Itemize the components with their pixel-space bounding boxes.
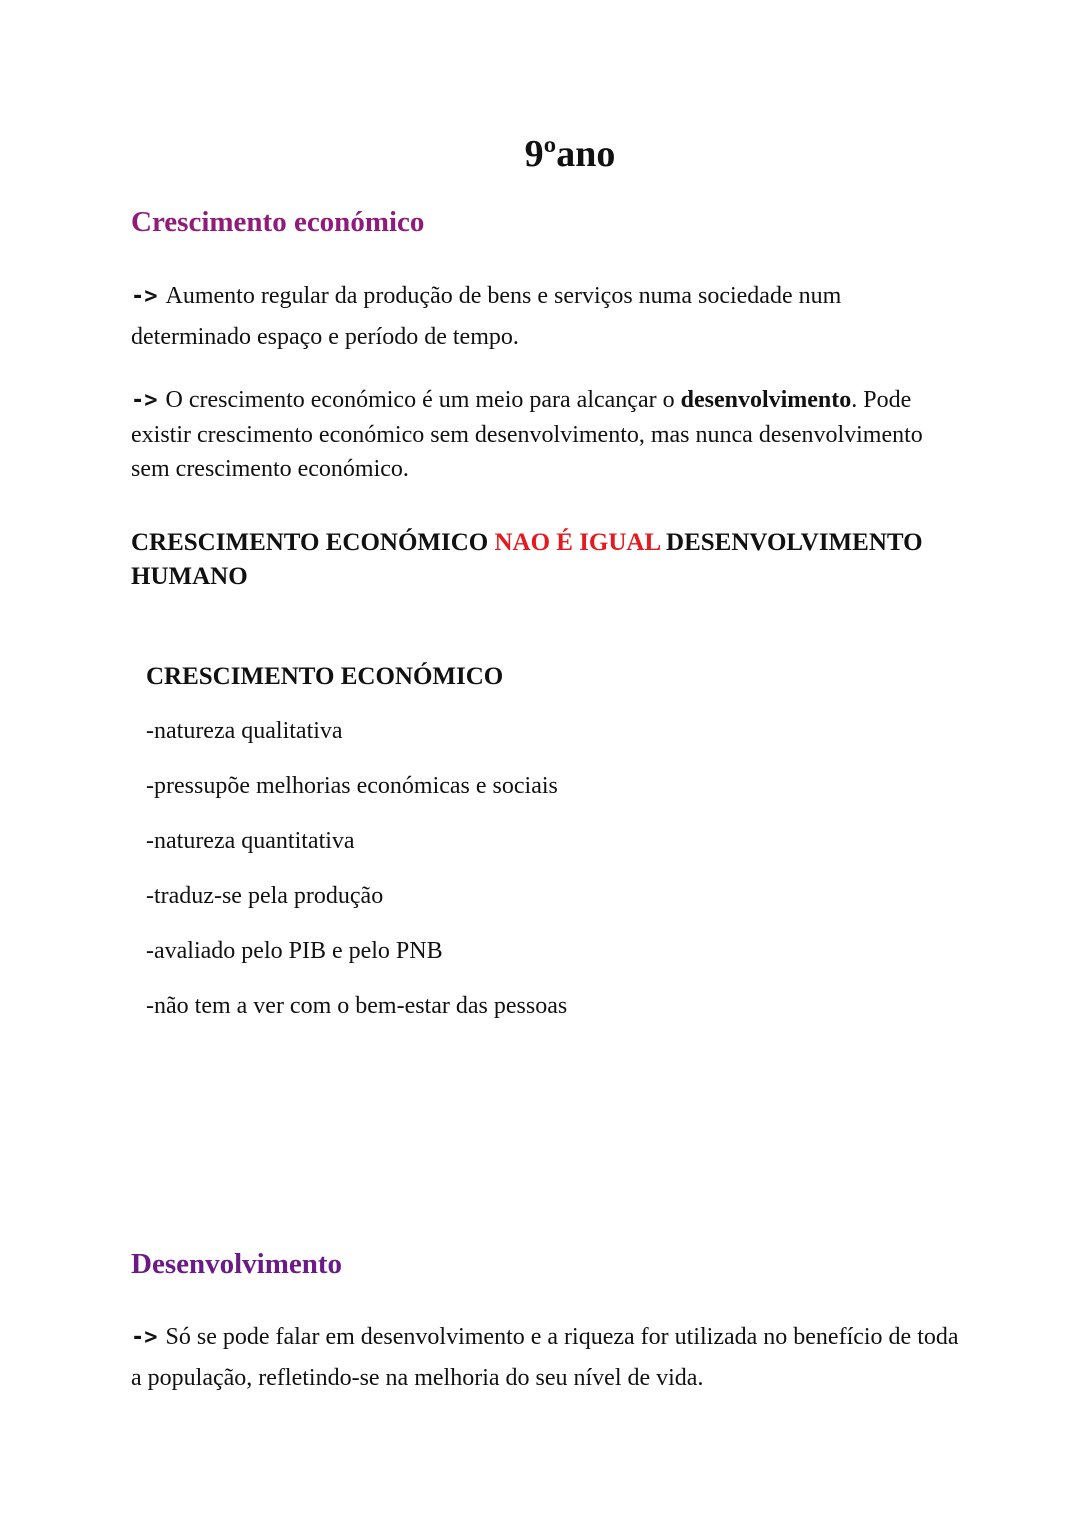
section-heading-desenvolvimento: Desenvolvimento xyxy=(131,1248,343,1280)
paragraph-means xyxy=(131,383,961,486)
paragraph-text: Só se pode falar em desenvolvimento e a riqueza for utilizada no benefício de toda a população, refletindo-se na melhoria do seu nível de vida. xyxy=(131,1324,959,1391)
list-item: -avaliado pelo PIB e pelo PNB xyxy=(146,938,443,964)
paragraph-text: O crescimento económico é um meio para alcançar o xyxy=(165,387,681,413)
bold-term: desenvolvimento xyxy=(680,387,852,413)
arrow-icon: -> xyxy=(131,1325,158,1350)
emphasis-not-equal: NAO É IGUAL xyxy=(494,529,660,556)
list-heading: CRESCIMENTO ECONÓMICO xyxy=(146,663,504,690)
statement-part: CRESCIMENTO ECONÓMICO xyxy=(131,529,495,556)
list-item: -natureza qualitativa xyxy=(146,718,343,744)
list-item: -não tem a ver com o bem-estar das pessoas xyxy=(146,993,568,1019)
paragraph-text: Aumento regular da produção de bens e serviços numa sociedade num determinado espaço e período de tempo. xyxy=(131,283,842,350)
list-item: -traduz-se pela produção xyxy=(146,883,384,909)
section-heading-crescimento: Crescimento económico xyxy=(131,206,425,238)
paragraph-definition xyxy=(131,276,961,357)
statement-part: DESENVOLVIMENTO HUMANO xyxy=(131,529,923,590)
list-item: -pressupõe melhorias económicas e sociais xyxy=(146,773,558,799)
arrow-icon: -> xyxy=(131,388,158,413)
comparison-statement xyxy=(131,526,961,594)
paragraph-development xyxy=(131,1317,961,1398)
characteristics-list xyxy=(146,658,567,1042)
arrow-icon: -> xyxy=(131,284,158,309)
paragraph-text: . Pode existir crescimento económico sem desenvolvimento, mas nunca desenvolvimento sem crescimento económico. xyxy=(131,387,923,482)
list-item: -natureza quantitativa xyxy=(146,828,355,854)
page-title: 9ºano xyxy=(524,133,616,175)
